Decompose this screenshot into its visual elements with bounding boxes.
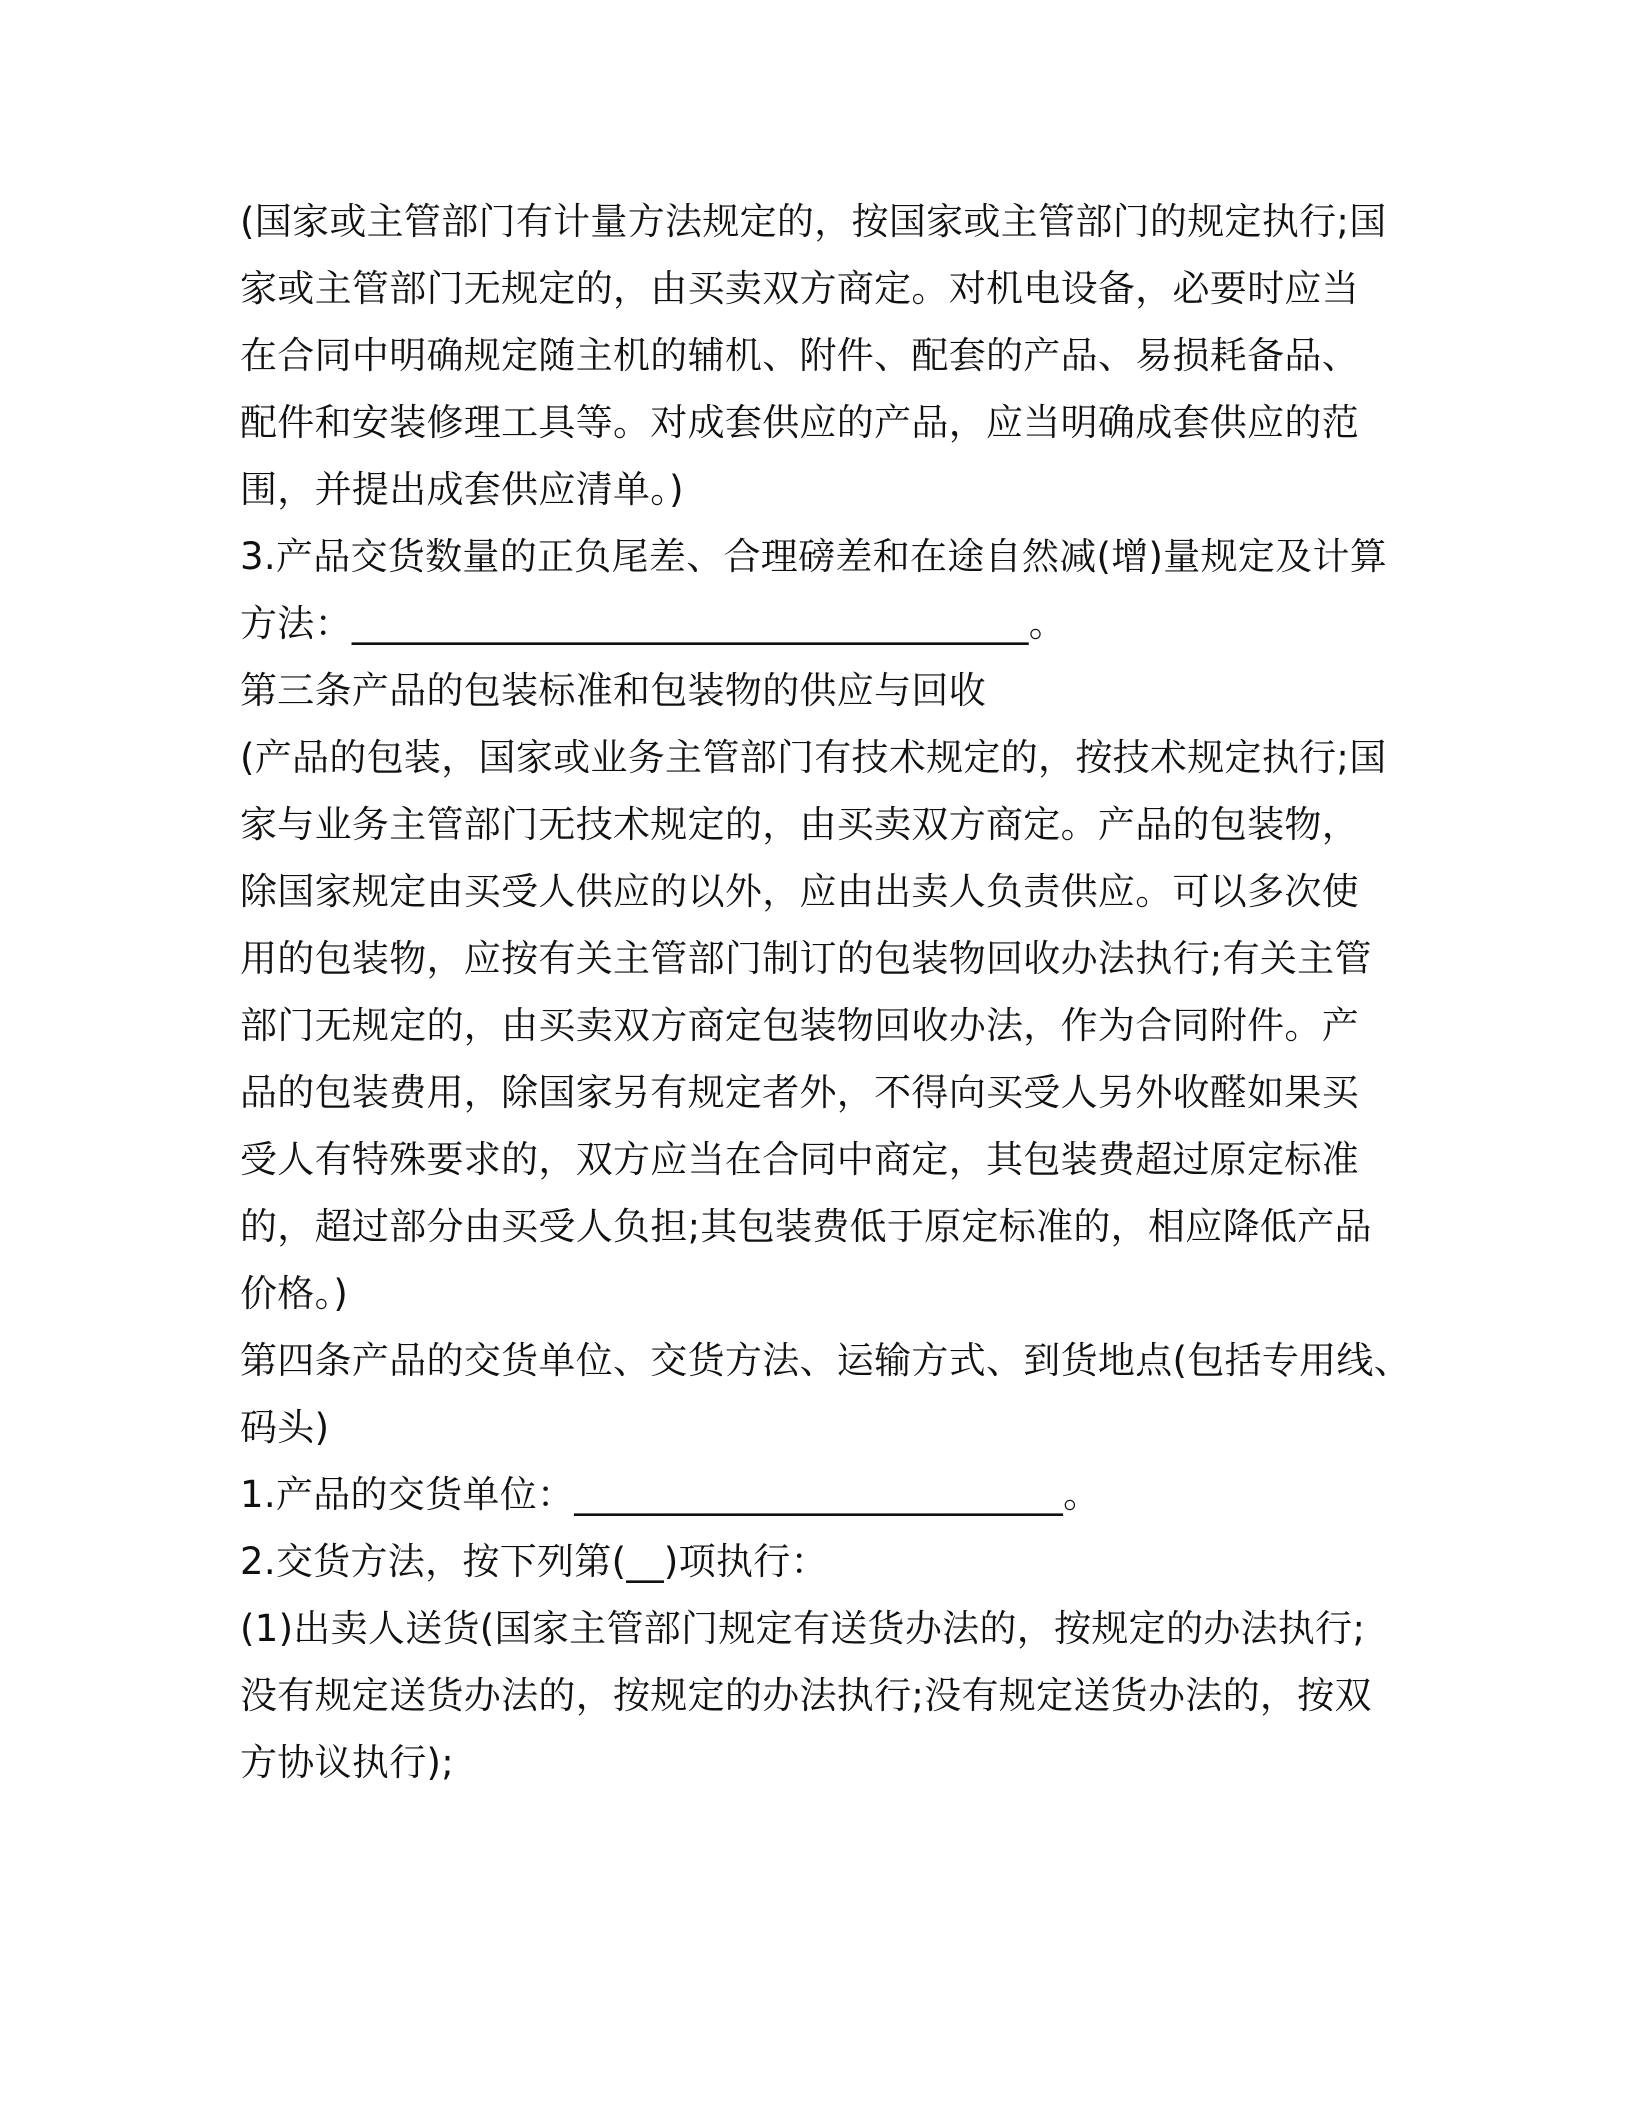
text-line: 家或主管部门无规定的，由买卖双方商定。对机电设备，必要时应当 — [240, 267, 1359, 310]
text-line: 方协议执行); — [240, 1741, 455, 1784]
text-line: 在合同中明确规定随主机的辅机、附件、配套的产品、易损耗备品、 — [240, 334, 1359, 377]
text-line: 品的包装费用，除国家另有规定者外，不得向买受人另外收醛如果买 — [240, 1071, 1359, 1114]
fill-in-blank-method: 方法：____________________________________。 — [240, 602, 1066, 645]
article-4-heading: 第四条产品的交货单位、交货方法、运输方式、到货地点(包括专用线、 — [240, 1339, 1412, 1382]
text-line: 价格。) — [240, 1272, 349, 1315]
text-line: 除国家规定由买受人供应的以外，应由出卖人负责供应。可以多次使 — [240, 870, 1359, 913]
text-line: 配件和安装修理工具等。对成套供应的产品，应当明确成套供应的范 — [240, 401, 1359, 444]
text-line: (国家或主管部门有计量方法规定的，按国家或主管部门的规定执行;国 — [240, 200, 1387, 243]
text-line: 用的包装物，应按有关主管部门制订的包装物回收办法执行;有关主管 — [240, 937, 1372, 980]
fill-in-blank-delivery-method: 2.交货方法，按下列第(__)项执行： — [240, 1540, 828, 1583]
text-line: 围，并提出成套供应清单。) — [240, 468, 684, 511]
clause-3-heading: 3.产品交货数量的正负尾差、合理磅差和在途自然减(增)量规定及计算 — [240, 535, 1388, 578]
text-line: 受人有特殊要求的，双方应当在合同中商定，其包装费超过原定标准 — [240, 1138, 1359, 1181]
text-line: 没有规定送货办法的，按规定的办法执行;没有规定送货办法的，按双 — [240, 1674, 1372, 1717]
fill-in-blank-delivery-unit: 1.产品的交货单位：__________________________。 — [240, 1473, 1101, 1516]
text-line: 家与业务主管部门无技术规定的，由买卖双方商定。产品的包装物， — [240, 803, 1359, 846]
text-line: (产品的包装，国家或业务主管部门有技术规定的，按技术规定执行;国 — [240, 736, 1387, 779]
text-line: 部门无规定的，由买卖双方商定包装物回收办法，作为合同附件。产 — [240, 1004, 1359, 1047]
contract-text-body — [240, 188, 1412, 1796]
option-1-seller-delivery: (1)出卖人送货(国家主管部门规定有送货办法的，按规定的办法执行; — [240, 1607, 1366, 1650]
text-line: 的，超过部分由买受人负担;其包装费低于原定标准的，相应降低产品 — [240, 1205, 1372, 1248]
article-3-heading: 第三条产品的包装标准和包装物的供应与回收 — [240, 669, 986, 712]
text-line: 码头) — [240, 1406, 330, 1449]
